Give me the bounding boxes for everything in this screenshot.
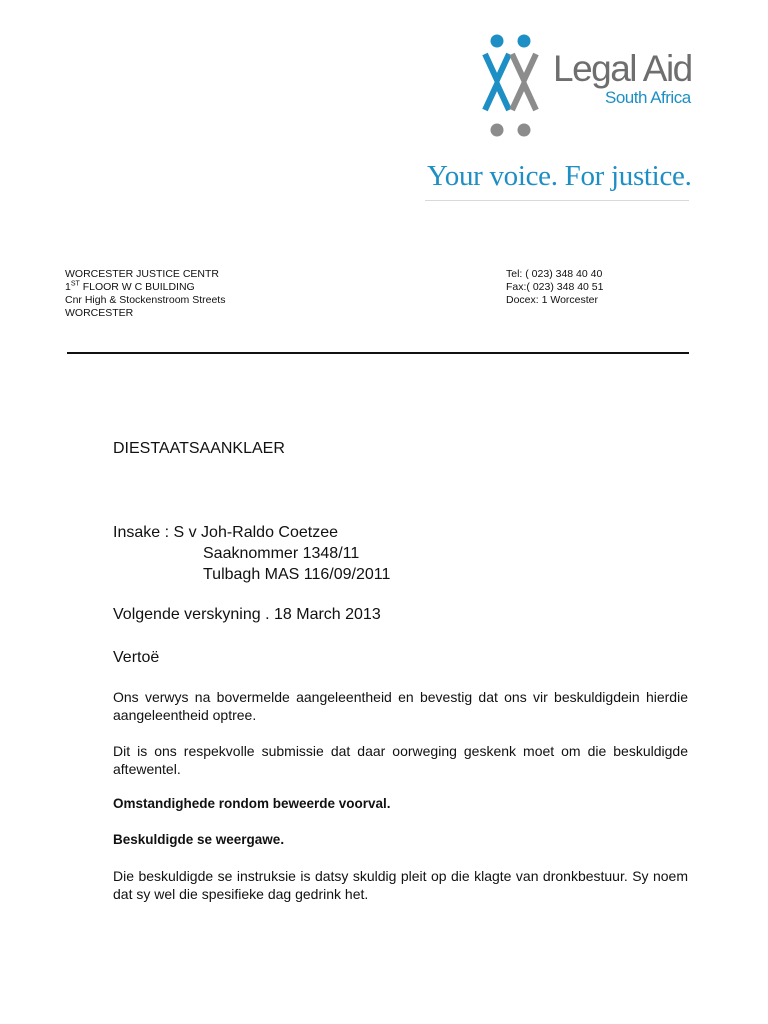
contact-docex: Docex: 1 Worcester [506,294,599,306]
legal-aid-logo [425,28,692,202]
paragraph-submission: Dit is ons respekvolle submissie dat daar oorweging geskenk moet om die beskuldigde aftewentel. [113,743,688,777]
contact-fax: Fax:( 023) 348 40 51 [506,281,604,293]
case-line-number: Saaknommer 1348/11 [203,545,360,562]
section-heading-accused-version: Beskuldigde se weergawe. [113,832,285,847]
case-line-mas: Tulbagh MAS 116/09/2011 [203,566,391,583]
logo-divider [425,200,689,201]
address-line-3: Cnr High & Stockenstroom Streets [65,294,226,306]
address-line-4: WORCESTER [65,307,134,319]
header-divider [67,352,689,354]
letter-recipient: DIESTAATSAANKLAER [113,440,285,457]
address-floor-ordinal: ST [70,280,80,288]
representation-title: Vertoë [113,649,160,666]
paragraph-instruction: Die beskuldigde se instruksie is datsy skuldig pleit op die klagte van dronkbestuur. Sy noem dat sy wel die spesifieke dag gedrink het. [113,868,688,902]
address-floor-number: 1 [65,281,71,293]
address-line-1: WORCESTER JUSTICE CENTR [65,268,220,280]
paragraph-confirmation: Ons verwys na bovermelde aangeleentheid en bevestig dat ons vir beskuldigdein hierdie aangeleentheid optree. [113,689,688,723]
address-floor-rest: FLOOR W C BUILDING [79,281,195,293]
office-address [65,268,225,320]
logo-tagline: Your voice. For justice. [427,160,692,192]
contact-details [506,268,603,307]
next-appearance: Volgende verskyning . 18 March 2013 [113,606,381,623]
contact-tel: Tel: ( 023) 348 40 40 [506,268,603,280]
logo-subtitle: South Africa [605,88,691,107]
case-line-matter: Insake : S v Joh-Raldo Coetzee [113,524,339,541]
address-line-2 [65,281,225,294]
case-reference [113,522,390,585]
section-heading-circumstances: Omstandighede rondom beweerde voorval. [113,796,391,811]
logo-wordmark: Legal Aid [553,48,692,89]
legal-aid-figures-icon [479,32,549,142]
